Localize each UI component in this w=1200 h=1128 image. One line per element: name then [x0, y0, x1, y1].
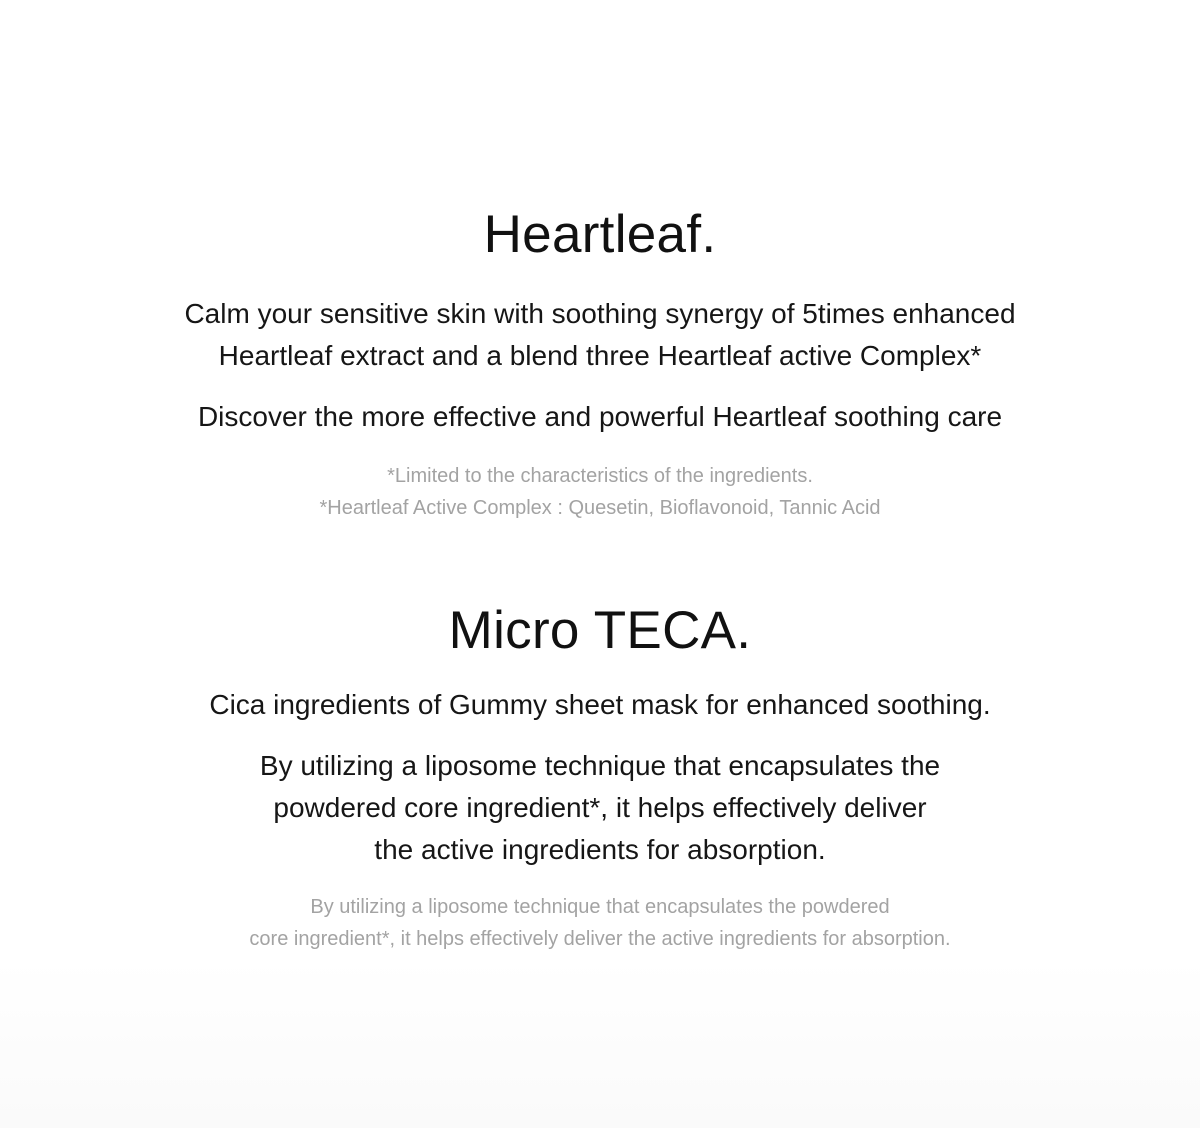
heartleaf-tagline: Discover the more effective and powerful Heartleaf soothing care	[197, 401, 1003, 432]
heartleaf-footnote: *Limited to the characteristics of the ingredients.	[387, 465, 813, 487]
micro-teca-footnote: By utilizing a liposome technique that encapsulates the powdered	[310, 896, 890, 918]
heartleaf-description	[0, 293, 1200, 377]
heartleaf-description-line: Calm your sensitive skin with soothing synergy of 5times enhanced	[184, 298, 1016, 329]
micro-teca-description-line: powdered core ingredient*, it helps effectively deliver	[273, 792, 927, 823]
micro-teca-section	[0, 596, 1200, 955]
micro-teca-description-line: By utilizing a liposome technique that encapsulates the	[259, 750, 941, 781]
heartleaf-title: Heartleaf.	[483, 205, 717, 264]
heartleaf-description-line: Heartleaf extract and a blend three Heartleaf active Complex*	[218, 340, 982, 371]
micro-teca-subtitle: Cica ingredients of Gummy sheet mask for enhanced soothing.	[209, 689, 991, 720]
micro-teca-description-line: the active ingredients for absorption.	[374, 834, 826, 865]
heartleaf-footnote: *Heartleaf Active Complex : Quesetin, Bioflavonoid, Tannic Acid	[319, 497, 881, 519]
heartleaf-footnotes	[0, 460, 1200, 524]
micro-teca-footnotes	[0, 891, 1200, 955]
micro-teca-footnote: core ingredient*, it helps effectively deliver the active ingredients for absorption.	[249, 928, 951, 950]
heartleaf-section	[0, 200, 1200, 524]
micro-teca-title: Micro TECA.	[448, 601, 752, 660]
micro-teca-description	[0, 745, 1200, 871]
